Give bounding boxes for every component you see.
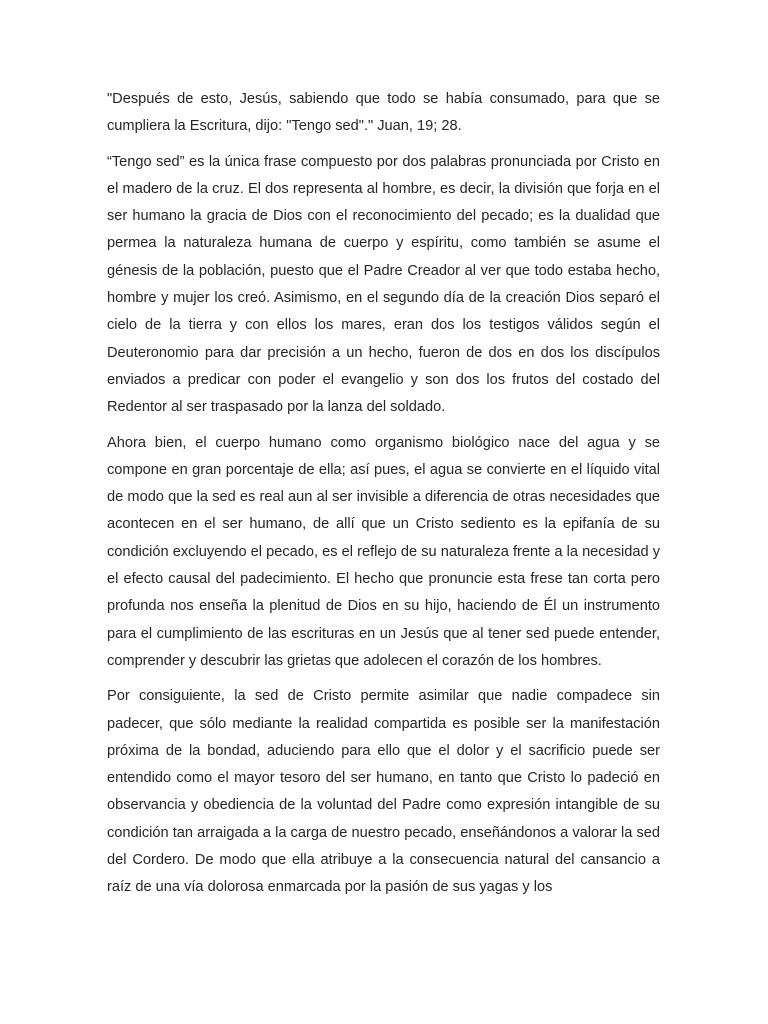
document-page: [107, 86, 660, 910]
paragraph-tengo-sed: “Tengo sed” es la única frase compuesto por dos palabras pronunciada por Cristo en el madero de la cruz. El dos representa al hombre, es decir, la división que forja en el ser humano la gracia de Dios con el reconocimiento del pecado; es la dualidad que permea la naturaleza humana de cuerpo y espíritu, como también se asume el génesis de la población, puesto que el Padre Creador al ver que todo estaba hecho, hombre y mujer los creó. Asimismo, en el segundo día de la creación Dios separó el cielo de la tierra y con ellos los mares, eran dos los testigos válidos según el Deuteronomio para dar precisión a un hecho, fueron de dos en dos los discípulos enviados a predicar con poder el evangelio y son dos los frutos del costado del Redentor al ser traspasado por la lanza del soldado.: [107, 153, 660, 416]
paragraph-quote: "Después de esto, Jesús, sabiendo que todo se había consumado, para que se cumpliera la Escritura, dijo: "Tengo sed"." Juan, 19; 28.: [107, 91, 660, 135]
paragraph-ahora-bien: Ahora bien, el cuerpo humano como organismo biológico nace del agua y se compone en gran porcentaje de ella; así pues, el agua se convierte en el líquido vital de modo que la sed es real aun al ser invisible a diferencia de otras necesidades que acontecen en el ser humano, de allí que un Cristo sediento es la epifanía de su condición excluyendo el pecado, es el reflejo de su naturaleza frente a la necesidad y el efecto causal del padecimiento. El hecho que pronuncie esta frese tan corta pero profunda nos enseña la plenitud de Dios en su hijo, haciendo de Él un instrumento para el cumplimiento de las escrituras en un Jesús que al tener sed puede entender, comprender y descubrir las grietas que adolecen el corazón de los hombres.: [107, 434, 660, 669]
paragraph-por-consiguiente: Por consiguiente, la sed de Cristo permite asimilar que nadie compadece sin padecer, que sólo mediante la realidad compartida es posible ser la manifestación próxima de la bondad, aduciendo para ello que el dolor y el sacrificio puede ser entendido como el mayor tesoro del ser humano, en tanto que Cristo lo padeció en observancia y obediencia de la voluntad del Padre como expresión intangible de su condición tan arraigada a la carga de nuestro pecado, enseñándonos a valorar la sed del Cordero. De modo que ella atribuye a la consecuencia natural del cansancio a raíz de una vía dolorosa enmarcada por la pasión de sus yagas y los: [107, 688, 660, 896]
